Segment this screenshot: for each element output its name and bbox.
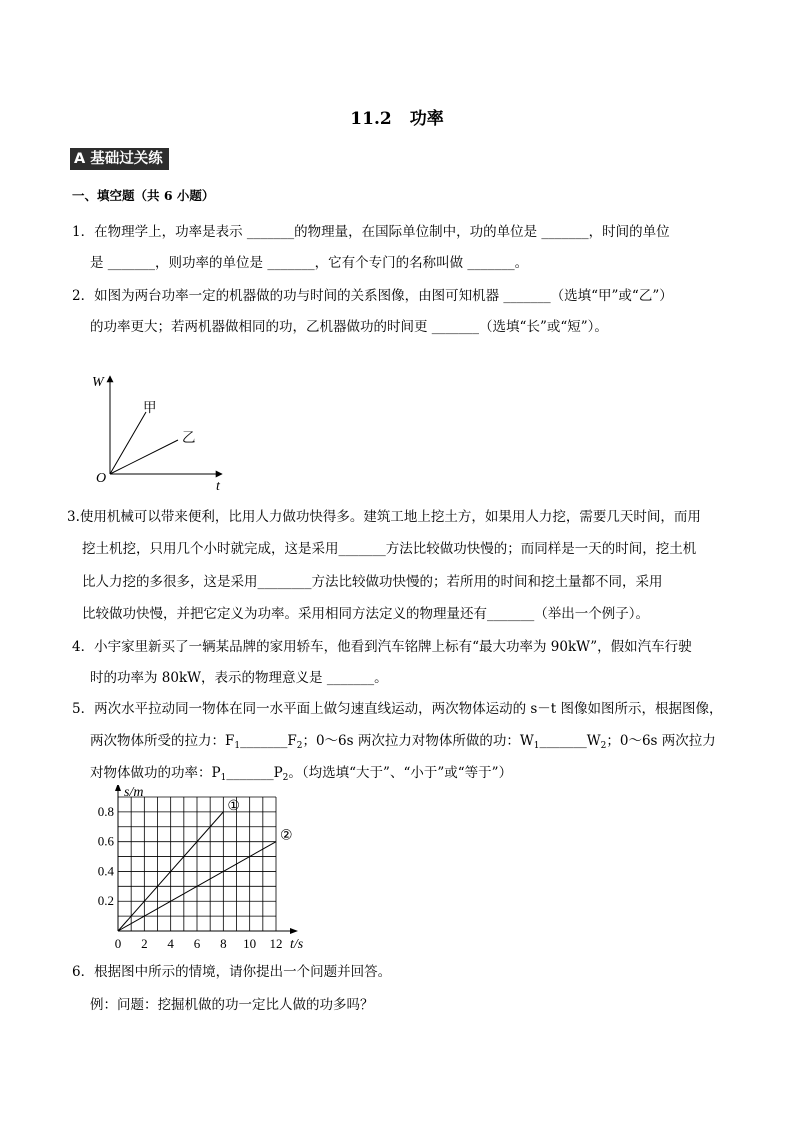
- x-tick-label: 4: [167, 936, 174, 951]
- sub-2: 2: [282, 773, 289, 783]
- q4-line-2: 时的功率为 80kW，表示的物理意义是 _______。: [90, 670, 388, 686]
- q5-power-blank: _______P: [226, 765, 283, 781]
- sub-1: 1: [533, 741, 540, 751]
- title-text: 功率: [409, 109, 444, 129]
- q6-line-2: 例：问题：挖掘机做的功一定比人做的功多吗？: [90, 997, 374, 1013]
- q4-line-1: 4．小宇家里新买了一辆某品牌的家用轿车，他看到汽车铭牌上标有“最大功率为 90kW”，假如汽车行驶: [72, 639, 692, 655]
- s-t-chart: [86, 785, 326, 953]
- t-axis-label: t: [216, 479, 220, 494]
- q2-line-1: 2．如图为两台功率一定的机器做的功与时间的关系图像，由图可知机器 _______（选填“甲”或“乙”）: [72, 288, 673, 304]
- y-tick-label: 0.6: [97, 833, 114, 849]
- q6-line-1: 6．根据图中所示的情境，请你提出一个问题并回答。: [72, 964, 392, 980]
- y-tick-label: 0.8: [97, 803, 114, 819]
- sub-2: 2: [296, 741, 303, 751]
- x-tick-label: 12: [269, 936, 283, 951]
- q5-work-blank: _______W: [539, 733, 601, 749]
- label-yi: 乙: [182, 430, 196, 445]
- q3-line-3: 比人力挖的多很多，这是采用________方法比较做功快慢的；若所用的时间和挖土量都不同，采用: [82, 574, 663, 590]
- chart-grid: [115, 785, 298, 934]
- label-jia: 甲: [143, 400, 157, 415]
- q2-line-2: 的功率更大；若两机器做相同的功，乙机器做功的时间更 _______（选填“长”或“短”）。: [90, 319, 608, 335]
- q5-line-1: 5．两次水平拉动同一物体在同一水平面上做匀速直线运动，两次物体运动的 s－t 图像如图所示，根据图像，: [72, 701, 723, 717]
- x-axis-arrow: [290, 928, 298, 934]
- sub-2: 2: [600, 741, 607, 751]
- series-label-2: ②: [280, 828, 293, 844]
- section-heading: 一、填空题（共 6 小题）: [72, 188, 215, 203]
- q5-power-tail: 。（均选填“大于”、“小于”或“等于”）: [288, 765, 513, 781]
- sub-1: 1: [234, 741, 241, 751]
- chart-labels: [98, 785, 304, 952]
- x-tick-label: 0: [114, 936, 122, 951]
- series-label-1: ①: [227, 798, 240, 814]
- sub-1: 1: [220, 773, 227, 783]
- y-axis-arrow: [115, 785, 121, 791]
- q5-force-text: 两次物体所受的拉力：F: [90, 733, 235, 749]
- q1-line-2: 是 _______，则功率的单位是 _______，它有个专门的名称叫做 _______。: [90, 255, 529, 271]
- q5-line-3: [90, 761, 512, 781]
- work-time-figure: [86, 368, 236, 494]
- y-axis-label: s/m: [124, 785, 144, 800]
- x-tick-label: 2: [141, 936, 148, 951]
- q5-force-blank: _______F: [240, 733, 297, 749]
- q5-line-2: [90, 729, 716, 749]
- q5-work-tail: ；0～6s 两次拉力: [606, 733, 716, 749]
- w-axis-label: W: [92, 375, 104, 390]
- q3-line-1: 3.使用机械可以带来便利，比用人力做功快得多。建筑工地上挖土方，如果用人力挖，需要几天时间，而用: [67, 509, 701, 525]
- q5-power-text: 对物体做功的功率：P: [90, 765, 221, 781]
- section-banner: A 基础过关练: [70, 148, 169, 170]
- x-tick-label: 6: [193, 936, 201, 951]
- origin-label: O: [96, 471, 107, 486]
- y-tick-label: 0.4: [97, 863, 114, 879]
- x-tick-label: 10: [243, 936, 257, 951]
- q1-line-1: 1．在物理学上，功率是表示 _______的物理量，在国际单位制中，功的单位是 _______，时间的单位: [72, 224, 670, 240]
- x-tick-label: 8: [220, 936, 227, 951]
- x-axis-label: t/s: [290, 937, 304, 952]
- y-tick-label: 0.2: [97, 893, 114, 909]
- q5-work-text: ；0～6s 两次拉力对物体所做的功：W: [302, 733, 534, 749]
- q3-line-4: 比较做功快慢，并把它定义为功率。采用相同方法定义的物理量还有_______（举出一个例子）。: [82, 606, 649, 622]
- title-number: 11.2: [350, 109, 392, 129]
- page-title: [0, 104, 794, 129]
- q3-line-2: 挖土机挖，只用几个小时就完成，这是采用_______方法比较做功快慢的；而同样是一天的时间，挖土机: [82, 541, 697, 557]
